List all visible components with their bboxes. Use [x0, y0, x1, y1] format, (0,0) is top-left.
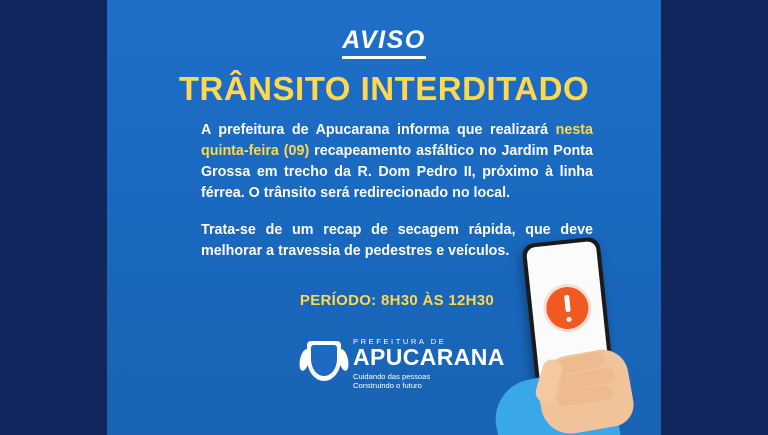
poster-kicker	[107, 26, 661, 55]
hand-holding-phone-illustration	[477, 240, 661, 435]
paragraph-2: Trata-se de um recap de secagem rápida, que deve melhorar a travessia de pedestres e veículos.	[201, 222, 593, 259]
paragraph-1	[201, 120, 593, 204]
announcement-card	[107, 0, 661, 435]
city-logo	[303, 334, 505, 394]
poster-kicker-text: AVISO	[342, 26, 425, 59]
paragraph-1-highlight: nesta quinta-feira (09)	[201, 122, 593, 159]
logo-prefix: PREFEITURA DE	[353, 336, 447, 346]
paragraph-1-part-2: recapeamento asfáltico no Jardim Ponta Grossa em trecho da R. Dom Pedro II, próximo à linha férrea. O trânsito será redirecionado no local.	[201, 143, 594, 201]
logo-slogan-line-2: Construindo o futuro	[353, 381, 422, 390]
coat-of-arms-icon	[303, 339, 345, 389]
logo-city: APUCARANA	[353, 344, 505, 371]
period-label: PERÍODO: 8H30 ÀS 12H30	[299, 292, 495, 309]
hand-graphic	[495, 320, 645, 435]
paragraph-1-part-1: A prefeitura de Apucarana informa que realizará	[201, 122, 556, 138]
crest-shield	[307, 341, 341, 381]
page-title: TRÂNSITO INTERDITADO	[178, 70, 590, 107]
logo-slogan-line-1: Cuidando das pessoas	[353, 371, 431, 381]
